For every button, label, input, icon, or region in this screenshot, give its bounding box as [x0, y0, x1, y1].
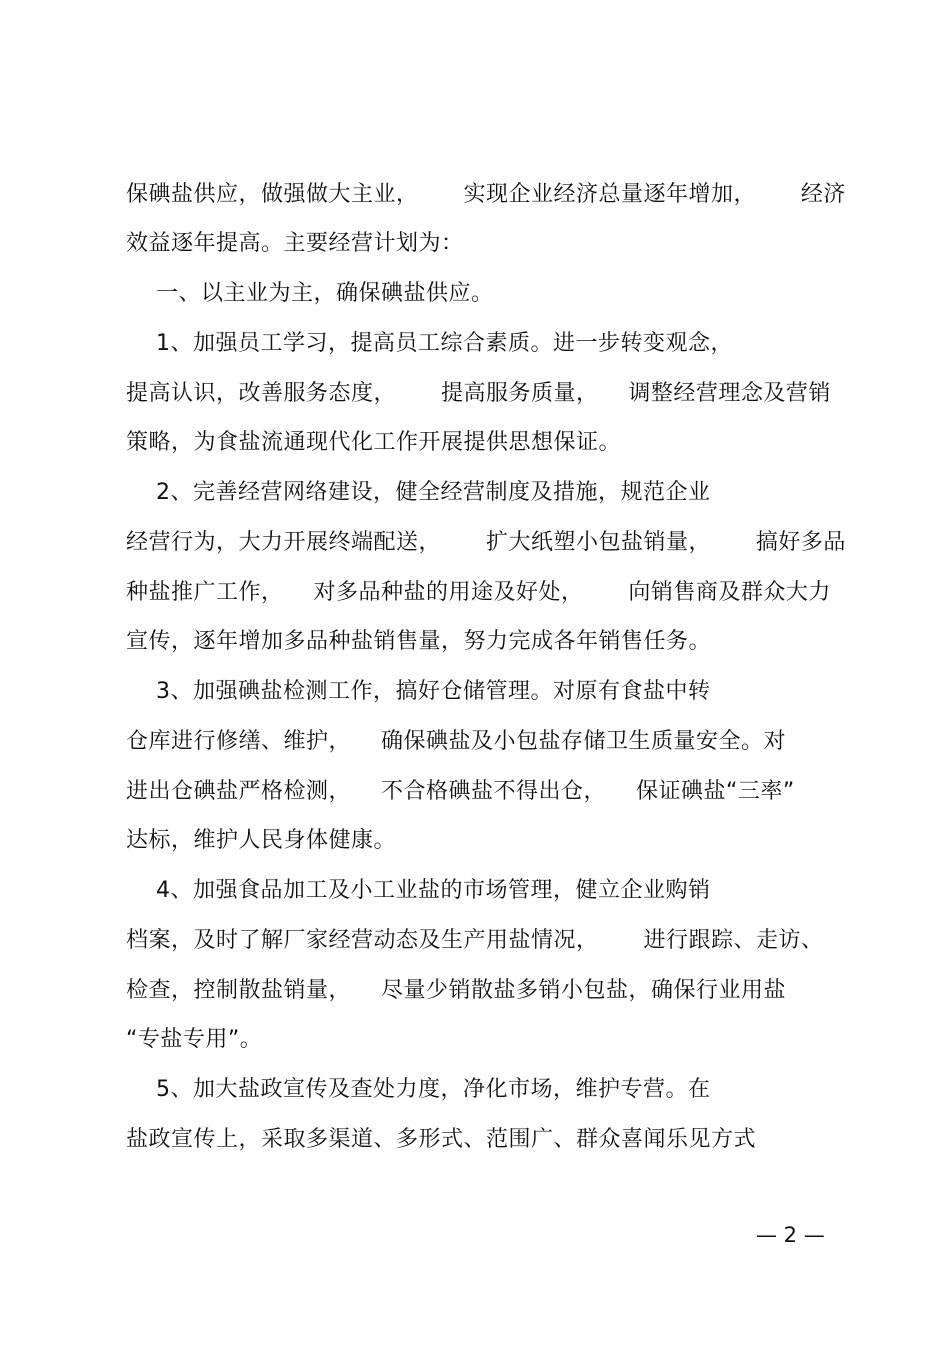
text-line: 档案，及时了解厂家经营动态及生产用盐情况， 进行跟踪、走访、 — [126, 928, 824, 953]
text-line: “专盐专用”。 — [126, 1027, 263, 1052]
text-line: 达标，维护人民身体健康。 — [126, 828, 397, 853]
text-line: 种盐推广工作， 对多品种盐的用途及好处， 向销售商及群众大力 — [126, 580, 831, 605]
text-line: 保碘盐供应，做强做大主业， 实现企业经济总量逐年增加， 经济 — [126, 182, 846, 207]
text-line: 3、加强碘盐检测工作，搞好仓储管理。对原有食盐中转 — [126, 679, 711, 704]
text-line: 4、加强食品加工及小工业盐的市场管理，健立企业购销 — [126, 878, 711, 903]
text-line: 盐政宣传上，采取多渠道、多形式、范围广、群众喜闻乐见方式 — [126, 1127, 757, 1152]
text-line: 仓库进行修缮、维护， 确保碘盐及小包盐存储卫生质量安全。对 — [126, 729, 786, 754]
text-line: 一、以主业为主，确保碘盐供应。 — [126, 281, 494, 306]
text-line: 提高认识，改善服务态度， 提高服务质量， 调整经营理念及营销 — [126, 381, 831, 406]
text-line: 进出仓碘盐严格检测， 不合格碘盐不得出仓， 保证碘盐“三率” — [126, 779, 795, 804]
text-line: 2、完善经营网络建设，健全经营制度及措施，规范企业 — [126, 480, 711, 505]
text-line: 宣传，逐年增加多品种盐销售量，努力完成各年销售任务。 — [126, 629, 712, 654]
text-line: 策略，为食盐流通现代化工作开展提供思想保证。 — [126, 430, 622, 455]
text-line: 经营行为，大力开展终端配送， 扩大纸塑小包盐销量， 搞好多品 — [126, 530, 846, 555]
text-line: 5、加大盐政宣传及查处力度，净化市场，维护专营。在 — [126, 1077, 711, 1102]
text-line: 效益逐年提高。主要经营计划为： — [126, 231, 464, 256]
page-number: — 2 — — [756, 1223, 825, 1247]
text-line: 检查，控制散盐销量， 尽量少销散盐多销小包盐，确保行业用盐 — [126, 978, 786, 1003]
text-line: 1、加强员工学习，提高员工综合素质。进一步转变观念， — [126, 331, 733, 356]
